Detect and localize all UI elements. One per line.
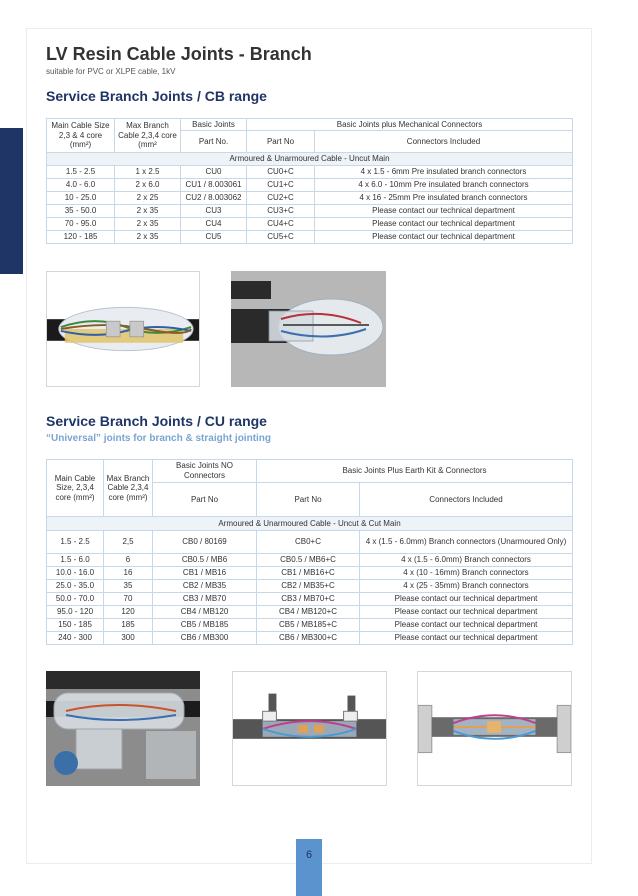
cell-max-branch: 120 <box>104 606 153 619</box>
cell-main-cable: 50.0 - 70.0 <box>47 593 104 606</box>
cell-max-branch: 2 x 35 <box>115 218 181 231</box>
cell-max-branch: 1 x 2.5 <box>115 166 181 179</box>
cell-connectors: Please contact our technical department <box>315 231 573 244</box>
cell-connectors: Please contact our technical department <box>360 632 573 645</box>
cell-part-no-c: CB4 / MB120+C <box>257 606 360 619</box>
table-row <box>47 580 573 593</box>
cell-max-branch: 300 <box>104 632 153 645</box>
cell-main-cable: 35 - 50.0 <box>47 205 115 218</box>
cell-part-no: CU1 / 8.003061 <box>181 179 247 192</box>
cell-connectors: 4 x (25 - 35mm) Branch connectors <box>360 580 573 593</box>
cell-max-branch: 2,5 <box>104 531 153 554</box>
cell-part-no-c: CU5+C <box>247 231 315 244</box>
cell-part-no-c: CB6 / MB300+C <box>257 632 360 645</box>
table-row <box>47 531 573 554</box>
cell-main-cable: 70 - 95.0 <box>47 218 115 231</box>
cb-header-basic-joints: Basic Joints <box>181 119 247 131</box>
cell-max-branch: 2 x 35 <box>115 205 181 218</box>
page-number-tab <box>296 839 322 896</box>
cu-header-connectors: Connectors Included <box>360 483 573 517</box>
table-row <box>47 231 573 244</box>
table-row <box>47 632 573 645</box>
table-row <box>47 166 573 179</box>
cell-connectors: 4 x 16 - 25mm Pre insulated branch connectors <box>315 192 573 205</box>
cell-part-no: CB6 / MB300 <box>153 632 257 645</box>
cell-part-no: CU2 / 8.003062 <box>181 192 247 205</box>
cell-max-branch: 2 x 25 <box>115 192 181 205</box>
cell-main-cable: 240 - 300 <box>47 632 104 645</box>
cell-part-no: CB0 / 80169 <box>153 531 257 554</box>
cell-part-no: CB4 / MB120 <box>153 606 257 619</box>
cell-part-no-c: CB3 / MB70+C <box>257 593 360 606</box>
clear-resin-joint-photo <box>46 271 200 387</box>
cell-max-branch: 2 x 6.0 <box>115 179 181 192</box>
cb-header-part-no-2: Part No <box>247 131 315 153</box>
cell-part-no: CB1 / MB16 <box>153 567 257 580</box>
table-row <box>47 218 573 231</box>
table-row <box>47 179 573 192</box>
cell-connectors: Please contact our technical department <box>360 606 573 619</box>
cell-main-cable: 150 - 185 <box>47 619 104 632</box>
cu-section-subtitle: “Universal” joints for branch & straight jointing <box>46 433 272 444</box>
cell-main-cable: 4.0 - 6.0 <box>47 179 115 192</box>
cell-part-no: CB3 / MB70 <box>153 593 257 606</box>
cu-header-max-branch: Max Branch Cable 2,3,4 core (mm²) <box>104 460 153 517</box>
cell-main-cable: 95.0 - 120 <box>47 606 104 619</box>
page-subtitle: suitable for PVC or XLPE cable, 1kV <box>46 67 176 76</box>
cell-connectors: 4 x (1.5 - 6.0mm) Branch connectors <box>360 554 573 567</box>
cu-section-title: Service Branch Joints / CU range <box>46 413 267 429</box>
cu-band-label: Armoured & Unarmoured Cable - Uncut & Cut Main <box>47 517 573 531</box>
cell-part-no: CB5 / MB185 <box>153 619 257 632</box>
cu-header-part-no-1: Part No <box>153 483 257 517</box>
cu-header-main-cable: Main Cable Size, 2,3,4 core (mm²) <box>47 460 104 517</box>
table-row <box>47 606 573 619</box>
cell-connectors: Please contact our technical department <box>315 218 573 231</box>
table-row <box>47 192 573 205</box>
cu-header-part-no-2: Part No <box>257 483 360 517</box>
cell-connectors: Please contact our technical department <box>315 205 573 218</box>
cell-connectors: 4 x (1.5 - 6.0mm) Branch connectors (Unarmoured Only) <box>360 531 573 554</box>
cu-header-basic-plus-earth: Basic Joints Plus Earth Kit & Connectors <box>257 460 573 483</box>
cell-main-cable: 10 - 25.0 <box>47 192 115 205</box>
cell-part-no-c: CB1 / MB16+C <box>257 567 360 580</box>
cb-header-connectors: Connectors Included <box>315 131 573 153</box>
cell-main-cable: 10.0 - 16.0 <box>47 567 104 580</box>
cell-part-no-c: CB0.5 / MB6+C <box>257 554 360 567</box>
cell-connectors: Please contact our technical department <box>360 593 573 606</box>
cb-header-part-no-1: Part No. <box>181 131 247 153</box>
cell-main-cable: 25.0 - 35.0 <box>47 580 104 593</box>
transparent-joint-shell-photo <box>231 271 386 387</box>
cell-max-branch: 185 <box>104 619 153 632</box>
cell-connectors: Please contact our technical department <box>360 619 573 632</box>
cell-connectors: 4 x 1.5 - 6mm Pre insulated branch connectors <box>315 166 573 179</box>
cell-part-no-c: CU3+C <box>247 205 315 218</box>
cb-header-max-branch: Max Branch Cable 2,3,4 core (mm² <box>115 119 181 153</box>
cell-max-branch: 6 <box>104 554 153 567</box>
cell-main-cable: 1.5 - 6.0 <box>47 554 104 567</box>
cb-range-table <box>46 118 573 244</box>
page-title: LV Resin Cable Joints - Branch <box>46 44 312 64</box>
cell-part-no: CU3 <box>181 205 247 218</box>
page-number: 6 <box>305 849 313 861</box>
cell-part-no: CU0 <box>181 166 247 179</box>
cb-section-title: Service Branch Joints / CB range <box>46 88 267 104</box>
cut-main-branch-diagram <box>232 671 387 786</box>
cell-max-branch: 35 <box>104 580 153 593</box>
cu-range-table <box>46 459 573 645</box>
cb-band-label: Armoured & Unarmoured Cable - Uncut Main <box>47 153 573 166</box>
table-row <box>47 593 573 606</box>
side-tab <box>0 128 23 274</box>
table-row <box>47 205 573 218</box>
joint-kit-installation-photo <box>46 671 200 786</box>
cell-part-no-c: CU1+C <box>247 179 315 192</box>
table-row <box>47 619 573 632</box>
cell-max-branch: 70 <box>104 593 153 606</box>
cell-main-cable: 120 - 185 <box>47 231 115 244</box>
table-row <box>47 567 573 580</box>
cell-part-no-c: CU4+C <box>247 218 315 231</box>
cell-part-no-c: CU2+C <box>247 192 315 205</box>
cell-part-no: CB0.5 / MB6 <box>153 554 257 567</box>
cell-main-cable: 1.5 - 2.5 <box>47 531 104 554</box>
table-row <box>47 554 573 567</box>
cell-part-no: CB2 / MB35 <box>153 580 257 593</box>
cell-part-no-c: CB2 / MB35+C <box>257 580 360 593</box>
cb-header-basic-mech: Basic Joints plus Mechanical Connectors <box>247 119 573 131</box>
cell-main-cable: 1.5 - 2.5 <box>47 166 115 179</box>
cu-header-basic-no-conn: Basic Joints NO Connectors <box>153 460 257 483</box>
cell-max-branch: 16 <box>104 567 153 580</box>
cell-part-no-c: CB5 / MB185+C <box>257 619 360 632</box>
straight-joint-diagram <box>417 671 572 786</box>
cell-connectors: 4 x 6.0 - 10mm Pre insulated branch connectors <box>315 179 573 192</box>
cb-header-main-cable: Main Cable Size 2,3 & 4 core (mm²) <box>47 119 115 153</box>
cell-connectors: 4 x (10 - 16mm) Branch connectors <box>360 567 573 580</box>
cell-part-no: CU4 <box>181 218 247 231</box>
cell-part-no: CU5 <box>181 231 247 244</box>
cell-part-no-c: CB0+C <box>257 531 360 554</box>
cell-max-branch: 2 x 35 <box>115 231 181 244</box>
cell-part-no-c: CU0+C <box>247 166 315 179</box>
